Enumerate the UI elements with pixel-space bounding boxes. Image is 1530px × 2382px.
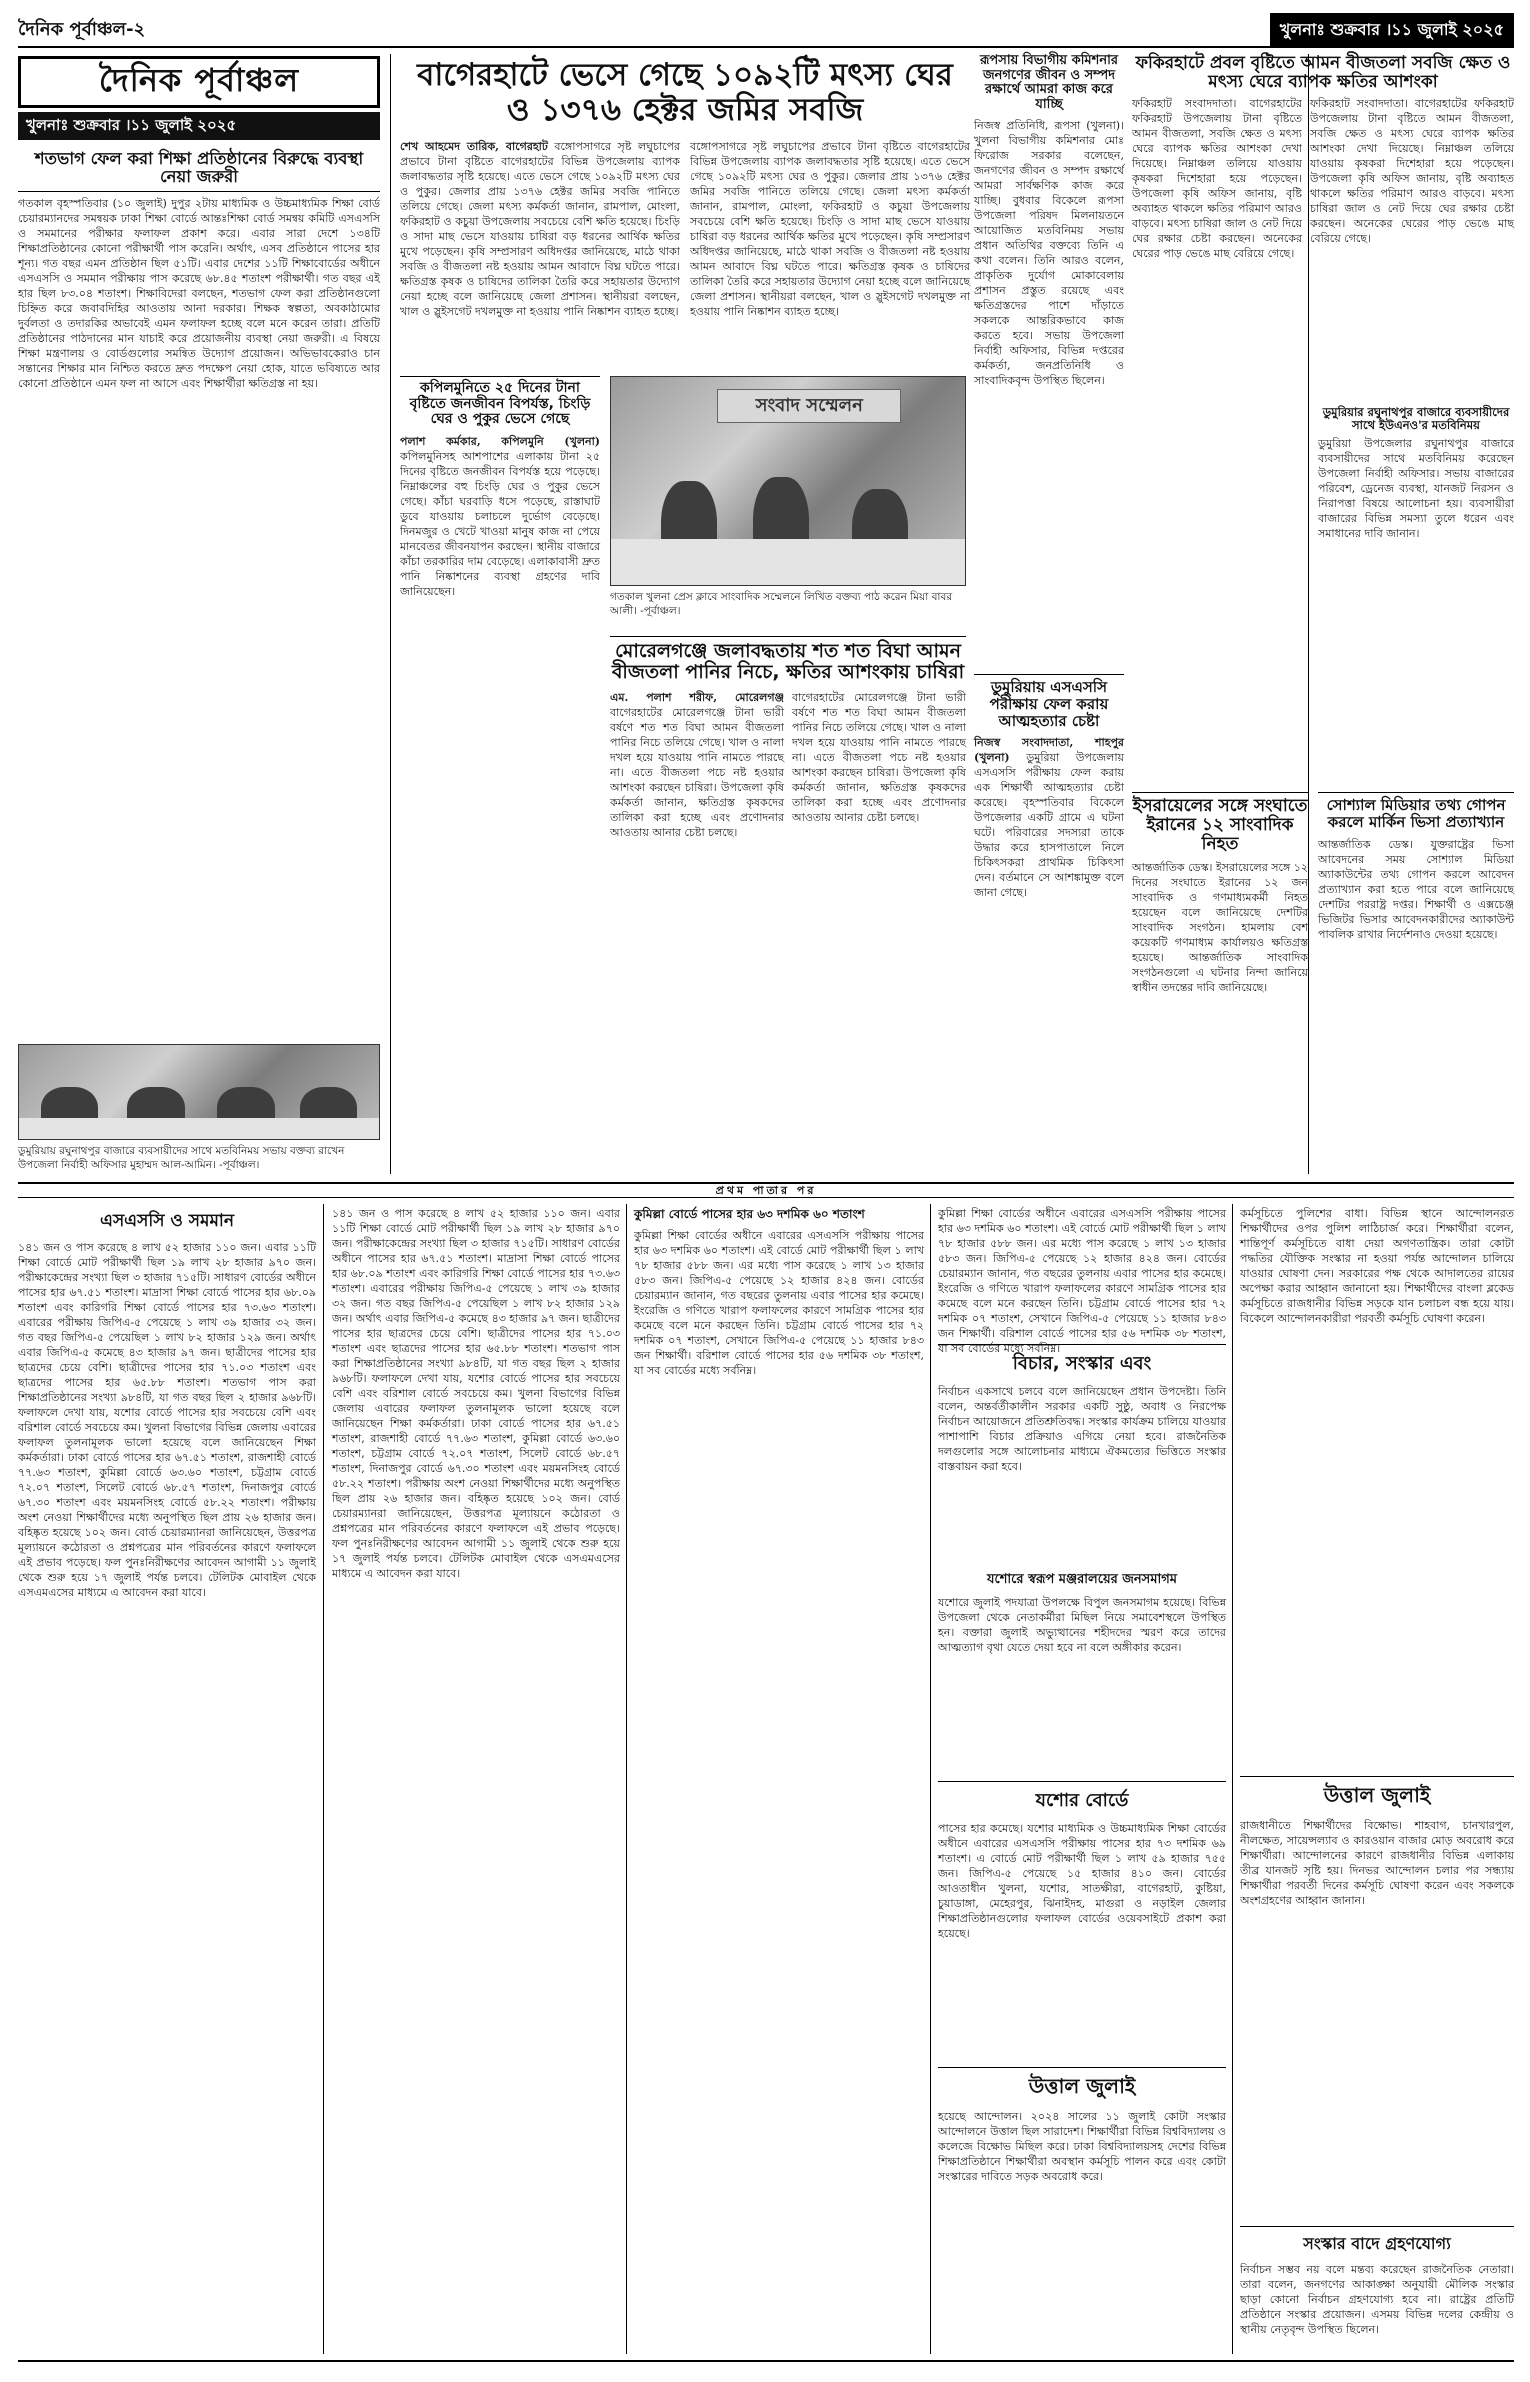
story-body-text: কপিলমুনিসহ আশপাশের এলাকায় টানা ২৫ দিনের বৃষ্টিতে জনজীবন বিপর্যস্ত হয়ে পড়েছে। নিম্নাঞ্চলের বহু চিংড়ি ঘের ও পুকুর ভেসে গেছে। কাঁচা ঘরবাড়ি ধসে পড়েছে, রাস্তাঘাট ডুবে যাওয়ায় চলাচলে দুর্ভোগ বেড়েছে। দিনমজুর ও খেটে খাওয়া মানুষ কাজ না পেয়ে মানবেতর জীবনযাপন করছেন। স্থানীয় বাজারে কাঁচা তরকারির দাম বেড়েছে। এলাকাবাসী দ্রুত পানি নিষ্কাশনের ব্যবস্থা গ্রহণের দাবি জানিয়েছেন। (400, 450, 600, 599)
story-headline: শতভাগ ফেল করা শিক্ষা প্রতিষ্ঠানের বিরুদ্ধে ব্যবস্থা নেয়া জরুরী (18, 150, 380, 192)
story-social-media (1318, 792, 1514, 1117)
column-rule (626, 1204, 627, 2354)
lead-headline: বাগেরহাটে ভেসে গেছে ১০৯২টি মৎস্য ঘের ও ১৩৭৬ হেক্টর জমির সবজি (417, 57, 953, 128)
continuation-divider: প্রথম পাতার পর (18, 1182, 1514, 1198)
running-head-date: খুলনাঃ শুক্রবার ।১১ জুলাই ২০২৫ (1270, 13, 1514, 48)
column-rule (930, 1204, 931, 2354)
story-body: নিজস্ব প্রতিনিধি, রূপসা (খুলনা)। খুলনা বিভাগীয় কমিশনার মোঃ ফিরোজ সরকার বলেছেন, জনগণের জীবন ও সম্পদ রক্ষার্থে আমরা সার্বক্ষণিক কাজ করে যাচ্ছি। বুধবার বিকেলে রূপসা উপজেলা পরিষদ মিলনায়তনে আয়োজিত মতবিনিময় সভায় প্রধান অতিথির বক্তব্যে তিনি এ কথা বলেন। তিনি আরও বলেন, প্রাকৃতিক দুর্যোগ মোকাবেলায় প্রশাসন প্রস্তুত রয়েছে এবং ক্ষতিগ্রস্তদের পাশে দাঁড়াতে সকলকে আন্তরিকভাবে কাজ করতে হবে। সভায় উপজেলা নির্বাহী অফিসার, বিভিন্ন দপ্তরের কর্মকর্তা, জনপ্রতিনিধি ও সাংবাদিকবৃন্দ উপস্থিত ছিলেন। (974, 119, 1124, 388)
story-body: গতকাল বৃহস্পতিবার (১০ জুলাই) দুপুর ২টায় মাধ্যমিক ও উচ্চমাধ্যমিক শিক্ষা বোর্ড চেয়ারম্যানদের সমন্বয়ক ঢাকা শিক্ষা বোর্ডে আন্তঃশিক্ষা বোর্ড সমন্বয় কমিটি এসএসসি ও সমমানের পরীক্ষার ফলাফল প্রকাশ করে। এবার সারা দেশে ১৩৪টি শিক্ষাপ্রতিষ্ঠানের কোনো পরীক্ষার্থী পাস করেনি। অর্থাৎ, এসব প্রতিষ্ঠানে পাসের হার শূন্য। গত বছর এমন প্রতিষ্ঠান ছিল ৫১টি। এবার দেশের ১১টি শিক্ষাবোর্ডের অধীনে এসএসসি ও সমমান পরীক্ষায় পাস করেছে ৬৮.৪৫ শতাংশ পরীক্ষার্থী। গত বছর এই হার ছিল ৮৩.০৪ শতাংশ। শিক্ষাবিদেরা বলছেন, শতভাগ ফেল করা প্রতিষ্ঠানগুলো চিহ্নিত করে জবাবদিহির আওতায় আনা দরকার। শিক্ষক স্বল্পতা, অবকাঠামোর দুর্বলতা ও তদারকির অভাবেই এমন ফলাফল হচ্ছে বলে মনে করেন তারা। প্রতিটি প্রতিষ্ঠানের পাঠদানের মান যাচাই করে প্রয়োজনীয় ব্যবস্থা নেয়া জরুরী। এ বিষয়ে শিক্ষা মন্ত্রণালয় ও বোর্ডগুলোর সমন্বিত উদ্যোগ প্রয়োজন। অভিভাবকেরাও চান সন্তানের শিক্ষার মান নিশ্চিত করতে দ্রুত পদক্ষেপ নেয়া হোক, যাতে ভবিষ্যতে আর কোনো প্রতিষ্ঠানে এমন ফল না আসে এবং শিক্ষার্থীরা ক্ষতিগ্রস্ত না হয়। (18, 196, 381, 390)
story-headline: ইসরায়েলের সঙ্গে সংঘাতে ইরানের ১২ সাংবাদিক নিহত (1132, 792, 1308, 854)
photo-caption: গতকাল খুলনা প্রেস ক্লাবে সাংবাদিক সম্মেলনে লিখিত বক্তব্য পাঠ করেন মিয়া বাবর আলী। -পূর্বাঞ্চল। (610, 591, 953, 617)
running-head (18, 14, 1514, 48)
story-body (400, 139, 680, 369)
continuation-headline: এসএসসি ও সমমান (100, 1211, 234, 1231)
continuation-body: কর্মসূচিতে পুলিশের বাধা। বিভিন্ন স্থানে আন্দোলনরত শিক্ষার্থীদের ওপর পুলিশ লাঠিচার্জ করে। শিক্ষার্থীরা বলেন, শান্তিপূর্ণ কর্মসূচিতে বাধা দেয়া অগণতান্ত্রিক। তারা কোটা পদ্ধতির যৌক্তিক সংস্কার না হওয়া পর্যন্ত আন্দোলন চালিয়ে যাওয়ার ঘোষণা দেন। সরকারের পক্ষ থেকে আদালতের রায়ের অপেক্ষা করার আহ্বান জানানো হয়। শিক্ষার্থীদের বাংলা ব্লকেড কর্মসূচিতে রাজধানীর বিভিন্ন সড়কে যান চলাচল বন্ধ হয়ে যায়। বিকেলে আন্দোলনকারীরা পরবর্তী কর্মসূচি ঘোষণা করেন। (1240, 1207, 1514, 1325)
story-body: আন্তর্জাতিক ডেস্ক। ইসরায়েলের সঙ্গে ১২ দিনের সংঘাতে ইরানের ১২ জন সাংবাদিক ও গণমাধ্যমকর্মী নিহত হয়েছেন বলে জানিয়েছে দেশটির সাংবাদিক সংগঠন। হামলায় বেশ কয়েকটি গণমাধ্যম কার্যালয়ও ক্ষতিগ্রস্ত হয়েছে। আন্তর্জাতিক সাংবাদিক সংগঠনগুলো এ ঘটনার নিন্দা জানিয়ে স্বাধীন তদন্তের দাবি জানিয়েছে। (1132, 861, 1309, 995)
continuation-body: কুমিল্লা শিক্ষা বোর্ডের অধীনে এবারের এসএসসি পরীক্ষায় পাসের হার ৬৩ দশমিক ৬০ শতাংশ। এই বোর্ডে মোট পরীক্ষার্থী ছিল ১ লাখ ৭৮ হাজার ৫৮৮ জন। এর মধ্যে পাস করেছে ১ লাখ ১৩ হাজার ৫৮৩ জন। জিপিএ-৫ পেয়েছে ১২ হাজার ৪২৪ জন। বোর্ডের চেয়ারম্যান জানান, গত বছরের তুলনায় এবার পাসের হার কমেছে। ইংরেজি ও গণিতে খারাপ ফলাফলের কারণে সামগ্রিক পাসের হার কমেছে বলে মনে করছেন তিনি। চট্টগ্রাম বোর্ডে পাসের হার ৭২ দশমিক ০৭ শতাংশ, সেখানে জিপিএ-৫ পেয়েছে ১১ হাজার ৮৪৩ জন শিক্ষার্থী। বরিশাল বোর্ডে পাসের হার ৫৬ দশমিক ৩৮ শতাংশ, যা সব বোর্ডের মধ্যে সর্বনিম্ন। (938, 1207, 1226, 1355)
story-body (610, 690, 784, 1130)
continuation-body: কুমিল্লা শিক্ষা বোর্ডের অধীনে এবারের এসএসসি পরীক্ষায় পাসের হার ৬৩ দশমিক ৬০ শতাংশ। এই বোর্ডে মোট পরীক্ষার্থী ছিল ১ লাখ ৭৮ হাজার ৫৮৮ জন। এর মধ্যে পাস করেছে ১ লাখ ১৩ হাজার ৫৮৩ জন। জিপিএ-৫ পেয়েছে ১২ হাজার ৪২৪ জন। বোর্ডের চেয়ারম্যান জানান, গত বছরের তুলনায় এবার পাসের হার কমেছে। ইংরেজি ও গণিতে খারাপ ফলাফলের কারণে সামগ্রিক পাসের হার কমেছে বলে মনে করছেন তিনি। চট্টগ্রাম বোর্ডে পাসের হার ৭২ দশমিক ০৭ শতাংশ, সেখানে জিপিএ-৫ পেয়েছে ১১ হাজার ৮৪৩ জন শিক্ষার্থী। বরিশাল বোর্ডে পাসের হার ৫৬ দশমিক ৩৮ শতাংশ, যা সব বোর্ডের মধ্যে সর্বনিম্ন। (634, 1229, 924, 1377)
column-rule (323, 1204, 324, 2354)
continuation-headline: উত্তাল জুলাই (938, 2067, 1226, 2105)
byline: পলাশ কর্মকার, কপিলমুনি (খুলনা) (400, 435, 600, 449)
continuation-headline: যশোর বোর্ডে (938, 1781, 1226, 1817)
continuation-ssc-samman (18, 1206, 316, 2370)
meeting-photo (18, 1044, 380, 1140)
story-body: ফকিরহাট সংবাদদাতা। বাগেরহাটের ফকিরহাট উপজেলায় টানা বৃষ্টিতে আমন বীজতলা, সবজি ক্ষেত ও মৎস্য ঘেরে ব্যাপক ক্ষতির আশংকা দেখা দিয়েছে। নিম্নাঞ্চল তলিয়ে যাওয়ায় কৃষকরা দিশেহারা হয়ে পড়েছেন। উপজেলা কৃষি অফিস জানায়, বৃষ্টি অব্যাহত থাকলে ক্ষতির পরিমাণ আরও বাড়বে। মৎস্য চাষিরা জাল ও নেট দিয়ে ঘের রক্ষার চেষ্টা করছেন। অনেকের ঘেরের পাড় ভেঙে মাছ বেরিয়ে গেছে। (1132, 97, 1302, 261)
page-bottom-rule (18, 2360, 1514, 2362)
masthead (18, 56, 380, 144)
story-morrelganj (610, 636, 966, 1130)
continuation-headline: বিচার, সংস্কার এবং (938, 1344, 1226, 1380)
column-rule (1232, 1204, 1233, 2354)
continuation-body: পাসের হার কমেছে। যশোর মাধ্যমিক ও উচ্চমাধ্যমিক শিক্ষা বোর্ডের অধীনে এবারের এসএসসি পরীক্ষায় পাসের হার ৭৩ দশমিক ৬৯ শতাংশ। এ বোর্ডে মোট পরীক্ষার্থী ছিল ১ লাখ ৫৯ হাজার ৭৫৫ জন। জিপিএ-৫ পেয়েছে ১৫ হাজার ৪১০ জন। বোর্ডের আওতাধীন খুলনা, যশোর, সাতক্ষীরা, বাগেরহাট, কুষ্টিয়া, চুয়াডাঙ্গা, মেহেরপুর, ঝিনাইদহ, মাগুরা ও নড়াইল জেলার শিক্ষাপ্রতিষ্ঠানগুলোর ফলাফল বোর্ডের ওয়েবসাইটে প্রকাশ করা হয়েছে। (938, 1822, 1226, 1940)
story-body: ডুমুরিয়া উপজেলার রঘুনাথপুর বাজারে ব্যবসায়ীদের সাথে মতবিনিময় করেছেন উপজেলা নির্বাহী অফিসার। সভায় বাজারের পরিবেশ, ড্রেনেজ ব্যবস্থা, যানজট নিরসন ও নিরাপত্তা বিষয়ে আলোচনা হয়। ব্যবসায়ীরা বাজারের বিভিন্ন সমস্যা তুলে ধরেন এবং সমাধানের দাবি জানান। (1318, 436, 1514, 540)
press-conference-photo (610, 376, 966, 586)
continuation-headline: কুমিল্লা বোর্ডে পাসের হার ৬৩ দশমিক ৬০ শতাংশ (634, 1207, 865, 1221)
story-body-text: বঙ্গোপসাগরে সৃষ্ট লঘুচাপের প্রভাবে টানা বৃষ্টিতে বাগেরহাটের বিভিন্ন উপজেলায় ব্যাপক জলাবদ্ধতার সৃষ্টি হয়েছে। এতে ভেসে গেছে ১০৯২টি মৎস্য ঘের ও পুকুর। জেলার প্রায় ১৩৭৬ হেক্টর জমির সবজি পানিতে তলিয়ে গেছে। জেলা মৎস্য কর্মকর্তা জানান, রামপাল, মোংলা, ফকিরহাট ও কচুয়া উপজেলায় সবচেয়ে বেশি ক্ষতি হয়েছে। চিংড়ি ও সাদা মাছ ভেসে যাওয়ায় চাষিরা বড় ধরনের আর্থিক ক্ষতির মুখে পড়েছেন। কৃষি সম্প্রসারণ অধিদপ্তর জানিয়েছে, মাঠে থাকা সবজি ও বীজতলা নষ্ট হওয়ায় আমন আবাদে বিঘ্ন ঘটতে পারে। ক্ষতিগ্রস্ত কৃষক ও চাষিদের তালিকা তৈরি করে সহায়তার উদ্যোগ নেয়া হচ্ছে বলে জানিয়েছে জেলা প্রশাসন। স্থানীয়রা বলছেন, খাল ও স্লুইসগেট দখলমুক্ত না হওয়ায় পানি নিষ্কাশন ব্যাহত হচ্ছে। (400, 140, 681, 319)
story-kapilmuni (400, 376, 600, 1074)
continuation-headline: যশোরে স্বরূপ মঞ্জরালয়ের জনসমাগম (987, 1572, 1177, 1587)
byline: এম. পলাশ শরীফ, মোরেলগঞ্জ (610, 690, 784, 704)
continuation-body: নির্বাচন একসাথে চলবে বলে জানিয়েছেন প্রধান উপদেষ্টা। তিনি বলেন, অন্তর্বর্তীকালীন সরকার একটি সুষ্ঠু, অবাধ ও নিরপেক্ষ নির্বাচন আয়োজনে প্রতিশ্রুতিবদ্ধ। সংস্কার কার্যক্রম চালিয়ে যাওয়ার পাশাপাশি বিচার প্রক্রিয়াও এগিয়ে নেয়া হবে। রাজনৈতিক দলগুলোর সঙ্গে আলোচনার মাধ্যমে ঐকমত্যের ভিত্তিতে সংস্কার বাস্তবায়ন করা হবে। (938, 1385, 1226, 1473)
byline: নিজস্ব সংবাদদাতা, শাহপুর (খুলনা) (974, 736, 1124, 765)
story-body: আন্তর্জাতিক ডেস্ক। যুক্তরাষ্ট্রের ভিসা আবেদনের সময় সোশ্যাল মিডিয়া অ্যাকাউন্টের তথ্য গোপন করলে আবেদন প্রত্যাখ্যান করা হতে পারে বলে জানিয়েছে দেশটির পররাষ্ট্র দপ্তর। শিক্ষার্থী ও এক্সচেঞ্জ ভিজিটর ভিসার আবেদনকারীদের অ্যাকাউন্ট পাবলিক রাখার নির্দেশনাও দেওয়া হয়েছে। (1318, 837, 1514, 941)
story-body-text: বাগেরহাটের মোরেলগঞ্জে টানা ভারী বর্ষণে শত শত বিঘা আমন বীজতলা পানির নিচে তলিয়ে গেছে। খাল ও নালা দখল হয়ে যাওয়ায় পানি নামতে পারছে না। এতে বীজতলা পচে নষ্ট হওয়ার আশংকা করছেন চাষিরা। উপজেলা কৃষি কর্মকর্তা জানান, ক্ষতিগ্রস্ত কৃষকদের তালিকা করা হচ্ছে এবং প্রণোদনার আওতায় আনার চেষ্টা চলছে। (610, 705, 784, 839)
press-banner: সংবাদ সম্মেলন (717, 389, 901, 422)
byline: শেখ আহমেদ তারিক, বাগেরহাট (400, 140, 548, 154)
story-ssc-fail (18, 150, 380, 1076)
continuation-headline: উত্তাল জুলাই (1240, 1776, 1514, 1814)
continuation-body: ১৪১ জন ও পাস করেছে ৪ লাখ ৫২ হাজার ১১০ জন। এবার ১১টি শিক্ষা বোর্ডে মোট পরীক্ষার্থী ছিল ১৯ লাখ ২৮ হাজার ৯৭০ জন। পরীক্ষাকেন্দ্রের সংখ্যা ছিল ৩ হাজার ৭১৫টি। সাধারণ বোর্ডের অধীনে পাসের হার ৬৭.৫১ শতাংশ। মাদ্রাসা শিক্ষা বোর্ডে পাসের হার ৬৮.০৯ শতাংশ এবং কারিগরি শিক্ষা বোর্ডে পাসের হার ৭৩.৬৩ শতাংশ। এবারের পরীক্ষায় জিপিএ-৫ পেয়েছে ১ লাখ ৩৯ হাজার ৩২ জন। গত বছর জিপিএ-৫ পেয়েছিল ১ লাখ ৮২ হাজার ১২৯ জন। অর্থাৎ এবার জিপিএ-৫ কমেছে ৪৩ হাজার ৯৭ জন। ছাত্রীদের পাসের হার ছাত্রদের চেয়ে বেশি। ছাত্রীদের পাসের হার ৭১.০৩ শতাংশ এবং ছাত্রদের পাসের হার ৬৫.৮৮ শতাংশ। শতভাগ পাস করা শিক্ষাপ্রতিষ্ঠানের সংখ্যা ৯৮৪টি, যা গত বছর ছিল ২ হাজার ৯৬৮টি। ফলাফলে দেখা যায়, যশোর বোর্ডে পাসের হার সবচেয়ে বেশি এবং বরিশাল বোর্ডে সবচেয়ে কম। খুলনা বিভাগের বিভিন্ন জেলায় এবারের ফলাফল তুলনামূলক ভালো হয়েছে বলে জানিয়েছেন শিক্ষা কর্মকর্তারা। ঢাকা বোর্ডে পাসের হার ৬৭.৫১ শতাংশ, রাজশাহী বোর্ডে ৭৭.৬৩ শতাংশ, কুমিল্লা বোর্ডে ৬৩.৬০ শতাংশ, চট্টগ্রাম বোর্ডে ৭২.০৭ শতাংশ, সিলেট বোর্ডে ৬৮.৫৭ শতাংশ, দিনাজপুর বোর্ডে ৬৭.৩০ শতাংশ এবং ময়মনসিংহ বোর্ডে ৫৮.২২ শতাংশ। পরীক্ষায় অংশ নেওয়া শিক্ষার্থীদের মধ্যে অনুপস্থিত ছিল প্রায় ২৬ হাজার জন। বহিষ্কৃত হয়েছে ১০২ জন। বোর্ড চেয়ারম্যানরা জানিয়েছেন, উত্তরপত্র মূল্যায়নে কঠোরতা ও প্রশ্নপত্রের মান পরিবর্তনের কারণে ফলাফলে এই প্রভাব পড়েছে। ফল পুনঃনিরীক্ষণের আবেদন আগামী ১১ জুলাই থেকে শুরু হয়ে ১৭ জুলাই পর্যন্ত চলবে। টেলিটক মোবাইল থেকে এসএমএসের মাধ্যমে এ আবেদন করা যাবে। (332, 1207, 620, 1580)
story-body-continued: বাগেরহাটের মোরেলগঞ্জে টানা ভারী বর্ষণে শত শত বিঘা আমন বীজতলা পানির নিচে তলিয়ে গেছে। খাল ও নালা দখল হয়ে যাওয়ায় পানি নামতে পারছে না। এতে বীজতলা পচে নষ্ট হওয়ার আশংকা করছেন চাষিরা। উপজেলা কৃষি কর্মকর্তা জানান, ক্ষতিগ্রস্ত কৃষকদের তালিকা করা হচ্ছে এবং প্রণোদনার আওতায় আনার চেষ্টা চলছে। (792, 690, 966, 824)
masthead-date: খুলনাঃ শুক্রবার ।১১ জুলাই ২০২৫ (18, 112, 380, 140)
continuation-body: রাজধানীতে শিক্ষার্থীদের বিক্ষোভ। শাহবাগ, চানখারপুল, নীলক্ষেত, সায়েন্সল্যাব ও কারওয়ান বাজার মোড় অবরোধ করে শিক্ষার্থীরা। আন্দোলনের কারণে রাজধানীর বিভিন্ন এলাকায় তীব্র যানজট সৃষ্টি হয়। দিনভর আন্দোলন চলার পর সন্ধ্যায় শিক্ষার্থীরা পরবর্তী দিনের কর্মসূচি ঘোষণা করেন এবং সকলকে অংশগ্রহণের আহ্বান জানান। (1240, 1819, 1514, 1907)
continuation-column-5 (1240, 1206, 1514, 2372)
running-head-left: দৈনিক পূর্বাঞ্চল-২ (18, 18, 146, 40)
story-body (400, 434, 600, 1074)
photo-caption: ডুমুরিয়ায় রঘুনাথপুর বাজারে ব্যবসায়ীদের সাথে মতবিনিময় সভায় বক্তব্য রাখেন উপজেলা নির্বাহী অফিসার মুহাম্মদ আল-আমিন। -পূর্বাঞ্চল। (18, 1145, 345, 1171)
story-bagerhat (400, 54, 970, 369)
story-dumuria-ssc (974, 674, 1124, 1125)
continuation-headline: সংস্কার বাদে গ্রহণযোগ্য (1240, 2226, 1514, 2258)
story-headline: ডুমুরিয়ার রঘুনাথপুর বাজারে ব্যবসায়ীদের সাথে ইউএনও'র মতবিনিময় (1322, 405, 1510, 432)
newspaper-logo: দৈনিক পূর্বাঞ্চল (18, 56, 380, 108)
continuation-body: হয়েছে আন্দোলন। ২০২৪ সালের ১১ জুলাই কোটা সংস্কার আন্দোলনে উত্তাল ছিল সারাদেশ। শিক্ষার্থীরা বিভিন্ন বিশ্ববিদ্যালয় ও কলেজে বিক্ষোভ মিছিল করে। ঢাকা বিশ্ববিদ্যালয়সহ দেশের বিভিন্ন শিক্ষাপ্রতিষ্ঠানে শিক্ষার্থীরা অবস্থান কর্মসূচি পালন করে এবং কোটা সংস্কারের দাবিতে সড়ক অবরোধ করে। (938, 2110, 1226, 2183)
story-headline: রূপসায় বিভাগীয় কমিশনার জনগণের জীবন ও সম্পদ রক্ষার্থে আমরা কাজ করে যাচ্ছি (979, 53, 1119, 112)
story-body-continued: বঙ্গোপসাগরে সৃষ্ট লঘুচাপের প্রভাবে টানা বৃষ্টিতে বাগেরহাটের বিভিন্ন উপজেলায় ব্যাপক জলাবদ্ধতার সৃষ্টি হয়েছে। এতে ভেসে গেছে ১০৯২টি মৎস্য ঘের ও পুকুর। জেলার প্রায় ১৩৭৬ হেক্টর জমির সবজি পানিতে তলিয়ে গেছে। জেলা মৎস্য কর্মকর্তা জানান, রামপাল, মোংলা, ফকিরহাট ও কচুয়া উপজেলায় সবচেয়ে বেশি ক্ষতি হয়েছে। চিংড়ি ও সাদা মাছ ভেসে যাওয়ায় চাষিরা বড় ধরনের আর্থিক ক্ষতির মুখে পড়েছেন। কৃষি সম্প্রসারণ অধিদপ্তর জানিয়েছে, মাঠে থাকা সবজি ও বীজতলা নষ্ট হওয়ায় আমন আবাদে বিঘ্ন ঘটতে পারে। ক্ষতিগ্রস্ত কৃষক ও চাষিদের তালিকা তৈরি করে সহায়তার উদ্যোগ নেয়া হচ্ছে বলে জানিয়েছে জেলা প্রশাসন। স্থানীয়রা বলছেন, খাল ও স্লুইসগেট দখলমুক্ত না হওয়ায় পানি নিষ্কাশন ব্যাহত হচ্ছে। (690, 140, 970, 319)
continuation-body: নির্বাচন সম্ভব নয় বলে মন্তব্য করেছেন রাজনৈতিক নেতারা। তারা বলেন, জনগণের আকাঙ্ক্ষা অনুযায়ী মৌলিক সংস্কার ছাড়া কোনো নির্বাচন গ্রহণযোগ্য হবে না। রাষ্ট্রের প্রতিটি প্রতিষ্ঠানে সংস্কার প্রয়োজন। এসময় বিভিন্ন দলের কেন্দ্রীয় ও স্থানীয় নেতৃবৃন্দ উপস্থিত ছিলেন। (1240, 2263, 1514, 2336)
story-body (974, 735, 1124, 1125)
continuation-body: যশোরে জুলাই পদযাত্রা উপলক্ষে বিপুল জনসমাগম হয়েছে। বিভিন্ন উপজেলা থেকে নেতাকর্মীরা মিছিল নিয়ে সমাবেশস্থলে উপস্থিত হন। বক্তারা জুলাই অভ্যুত্থানের শহীদদের স্মরণ করে তাদের আত্মত্যাগ বৃথা যেতে দেয়া হবে না বলে অঙ্গীকার করেন। (938, 1596, 1226, 1654)
continuation-ssc-samman-2 (332, 1206, 620, 2356)
story-dumuria-bazar (1318, 406, 1514, 806)
continuation-column-4 (938, 1206, 1226, 2279)
story-body-text: ডুমুরিয়া উপজেলায় এসএসসি পরীক্ষায় ফেল করায় এক শিক্ষার্থী আত্মহত্যার চেষ্টা করেছে। বৃহস্পতিবার বিকেলে উপজেলার একটি গ্রামে এ ঘটনা ঘটে। পরিবারের সদস্যরা তাকে উদ্ধার করে হাসপাতালে নিলে চিকিৎসকরা প্রাথমিক চিকিৎসা দেন। বর্তমানে সে আশঙ্কামুক্ত বলে জানা গেছে। (974, 751, 1125, 900)
continuation-body: ১৪১ জন ও পাস করেছে ৪ লাখ ৫২ হাজার ১১০ জন। এবার ১১টি শিক্ষা বোর্ডে মোট পরীক্ষার্থী ছিল ১৯ লাখ ২৮ হাজার ৯৭০ জন। পরীক্ষাকেন্দ্রের সংখ্যা ছিল ৩ হাজার ৭১৫টি। সাধারণ বোর্ডের অধীনে পাসের হার ৬৭.৫১ শতাংশ। মাদ্রাসা শিক্ষা বোর্ডে পাসের হার ৬৮.০৯ শতাংশ এবং কারিগরি শিক্ষা বোর্ডে পাসের হার ৭৩.৬৩ শতাংশ। এবারের পরীক্ষায় জিপিএ-৫ পেয়েছে ১ লাখ ৩৯ হাজার ৩২ জন। গত বছর জিপিএ-৫ পেয়েছিল ১ লাখ ৮২ হাজার ১২৯ জন। অর্থাৎ এবার জিপিএ-৫ কমেছে ৪৩ হাজার ৯৭ জন। ছাত্রীদের পাসের হার ছাত্রদের চেয়ে বেশি। ছাত্রীদের পাসের হার ৭১.০৩ শতাংশ এবং ছাত্রদের পাসের হার ৬৫.৮৮ শতাংশ। শতভাগ পাস করা শিক্ষাপ্রতিষ্ঠানের সংখ্যা ৯৮৪টি, যা গত বছর ছিল ২ হাজার ৯৬৮টি। ফলাফলে দেখা যায়, যশোর বোর্ডে পাসের হার সবচেয়ে বেশি এবং বরিশাল বোর্ডে সবচেয়ে কম। খুলনা বিভাগের বিভিন্ন জেলায় এবারের ফলাফল তুলনামূলক ভালো হয়েছে বলে জানিয়েছেন শিক্ষা কর্মকর্তারা। ঢাকা বোর্ডে পাসের হার ৬৭.৫১ শতাংশ, রাজশাহী বোর্ডে ৭৭.৬৩ শতাংশ, কুমিল্লা বোর্ডে ৬৩.৬০ শতাংশ, চট্টগ্রাম বোর্ডে ৭২.০৭ শতাংশ, সিলেট বোর্ডে ৬৮.৫৭ শতাংশ, দিনাজপুর বোর্ডে ৬৭.৩০ শতাংশ এবং ময়মনসিংহ বোর্ডে ৫৮.২২ শতাংশ। পরীক্ষায় অংশ নেওয়া শিক্ষার্থীদের মধ্যে অনুপস্থিত ছিল প্রায় ২৬ হাজার জন। বহিষ্কৃত হয়েছে ১০২ জন। বোর্ড চেয়ারম্যানরা জানিয়েছেন, উত্তরপত্র মূল্যায়নে কঠোরতা ও প্রশ্নপত্রের মান পরিবর্তনের কারণে ফলাফলে এই প্রভাব পড়েছে। ফল পুনঃনিরীক্ষণের আবেদন আগামী ১১ জুলাই থেকে শুরু হয়ে ১৭ জুলাই পর্যন্ত চলবে। টেলিটক মোবাইল থেকে এসএমএসের মাধ্যমে এ আবেদন করা যাবে। (18, 1241, 316, 1599)
column-rule (390, 54, 391, 1174)
story-headline: সোশ্যাল মিডিয়ার তথ্য গোপন করলে মার্কিন ভিসা প্রত্যাখ্যান (1318, 792, 1514, 831)
story-headline: ডুমুরিয়ায় এসএসসি পরীক্ষায় ফেল করায় আত্মহত্যার চেষ্টা (974, 674, 1124, 729)
story-headline: কপিলমুনিতে ২৫ দিনের টানা বৃষ্টিতে জনজীবন বিপর্যস্ত, চিংড়ি ঘের ও পুকুর ভেসে গেছে (400, 376, 600, 428)
story-body-continued: ফকিরহাট সংবাদদাতা। বাগেরহাটের ফকিরহাট উপজেলায় টানা বৃষ্টিতে আমন বীজতলা, সবজি ক্ষেত ও মৎস্য ঘেরে ব্যাপক ক্ষতির আশংকা দেখা দিয়েছে। নিম্নাঞ্চল তলিয়ে যাওয়ায় কৃষকরা দিশেহারা হয়ে পড়েছেন। উপজেলা কৃষি অফিস জানায়, বৃষ্টি অব্যাহত থাকলে ক্ষতির পরিমাণ আরও বাড়বে। মৎস্য চাষিরা জাল ও নেট দিয়ে ঘের রক্ষার চেষ্টা করছেন। অনেকের ঘেরের পাড় ভেঙে মাছ বেরিয়ে গেছে। (1310, 97, 1514, 246)
story-headline: ফকিরহাটে প্রবল বৃষ্টিতে আমন বীজতলা সবজি ক্ষেত ও মৎস্য ঘেরে ব্যাপক ক্ষতির আশংকা (1135, 53, 1511, 93)
story-headline: মোরেলগঞ্জে জলাবদ্ধতায় শত শত বিঘা আমন বীজতলা পানির নিচে, ক্ষতির আশংকায় চাষিরা (610, 636, 966, 684)
story-israel (1132, 792, 1308, 1140)
continuation-kumilla (634, 1206, 924, 2358)
